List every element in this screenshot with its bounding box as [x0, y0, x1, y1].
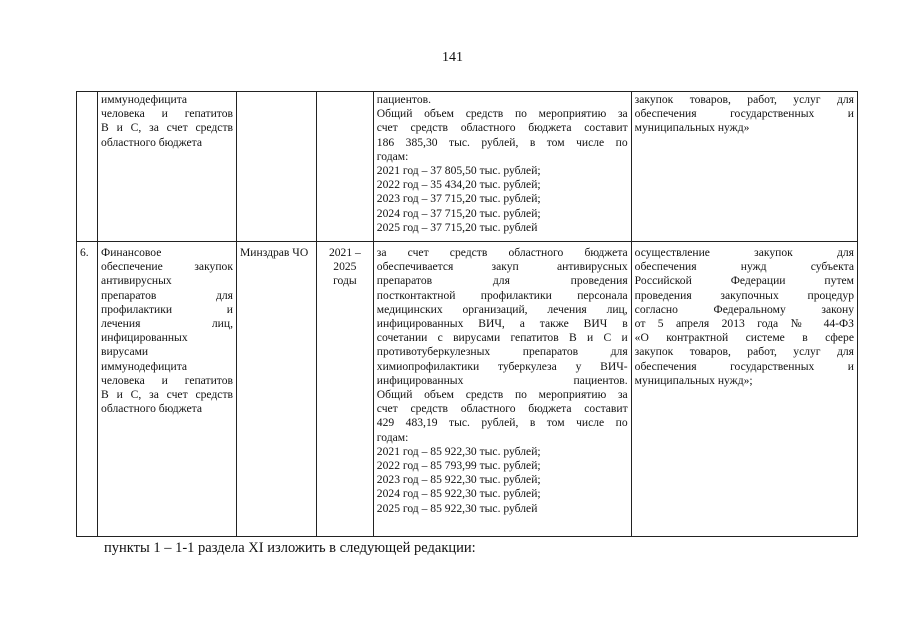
term — [316, 242, 373, 537]
measure-name — [98, 242, 237, 537]
basis-line: проведения закупочных процедур — [634, 288, 854, 302]
year-funding-line: 2021 год – 37 805,50 тыс. рублей; — [376, 164, 541, 178]
name-line: инфицированных — [101, 331, 188, 345]
desc-line: инфицированных пациентов. — [376, 373, 628, 387]
name-line: лечения лиц, — [101, 317, 233, 331]
basis-line: закупок товаров, работ, услуг для — [634, 93, 854, 106]
footer-text: пункты 1 – 1-1 раздела XI изложить в следующей редакции: — [104, 540, 476, 556]
desc-line: годам: — [376, 149, 409, 163]
name-line: препаратов для — [101, 288, 233, 302]
basis-line: обеспечения нужд субъекта — [634, 260, 854, 274]
name-line: областного бюджета — [101, 135, 202, 149]
name-line: обеспечение закупок — [101, 260, 233, 274]
basis-line: согласно Федеральному закону — [634, 302, 854, 316]
desc-line: обеспечивается закуп антивирусных — [376, 260, 628, 274]
term-line: 2025 — [333, 260, 357, 274]
year-funding-line: 2022 год – 35 434,20 тыс. рублей; — [376, 178, 541, 192]
desc-line: счет средств областного бюджета составит — [376, 402, 628, 416]
desc-line: противотуберкулезных препаратов для — [376, 345, 628, 359]
table-body — [77, 92, 858, 537]
term-line: годы — [333, 274, 357, 288]
executor: Минздрав ЧО — [236, 242, 316, 537]
year-funding-line: 2022 год – 85 793,99 тыс. рублей; — [376, 459, 541, 473]
desc-line: инфицированных ВИЧ, а также ВИЧ в — [376, 317, 628, 331]
year-funding-line: 2023 год – 85 922,30 тыс. рублей; — [376, 473, 541, 487]
legal-basis — [631, 242, 857, 537]
table-row — [77, 242, 858, 537]
basis-line: осуществление закупок для — [634, 246, 854, 259]
description — [373, 92, 631, 242]
document-table — [76, 91, 858, 537]
name-line: человека и гепатитов — [101, 373, 233, 387]
name-line: иммунодефицита — [101, 359, 188, 373]
basis-line: муниципальных нужд» — [634, 121, 750, 135]
desc-line: постконтактной профилактики персонала — [376, 288, 628, 302]
name-line: иммунодефицита — [101, 93, 188, 106]
year-funding-line: 2024 год – 37 715,20 тыс. рублей; — [376, 206, 541, 220]
year-funding-line: 2025 год – 37 715,20 тыс. рублей — [376, 220, 538, 234]
name-line: В и С, за счет средств — [101, 388, 233, 402]
name-line: антивирусных — [101, 274, 172, 288]
desc-line: 186 385,30 тыс. рублей, в том числе по — [376, 135, 628, 149]
page-number: 141 — [442, 50, 463, 65]
name-line: Финансовое — [101, 246, 162, 259]
name-line: областного бюджета — [101, 402, 202, 416]
legal-basis — [631, 92, 857, 242]
description — [373, 242, 631, 537]
basis-line: закупок товаров, работ, услуг для — [634, 345, 854, 359]
year-funding-line: 2023 год – 37 715,20 тыс. рублей; — [376, 192, 541, 206]
desc-line: 429 483,19 тыс. рублей, в том числе по — [376, 416, 628, 430]
term — [316, 92, 373, 242]
basis-line: муниципальных нужд»; — [634, 373, 753, 387]
desc-line: за счет средств областного бюджета — [376, 246, 628, 259]
desc-line: химиопрофилактики туберкулеза у ВИЧ- — [376, 359, 628, 373]
table-row — [77, 92, 858, 242]
name-line: человека и гепатитов — [101, 107, 233, 121]
basis-line: «О контрактной системе в сфере — [634, 331, 854, 345]
name-line: В и С, за счет средств — [101, 121, 233, 135]
basis-line: обеспечения государственных и — [634, 107, 854, 121]
year-funding-line: 2025 год – 85 922,30 тыс. рублей — [376, 501, 538, 515]
name-line: профилактики и — [101, 302, 233, 316]
desc-line: пациентов. — [376, 93, 431, 106]
desc-line: Общий объем средств по мероприятию за — [376, 388, 628, 402]
desc-line: счет средств областного бюджета составит — [376, 121, 628, 135]
basis-line: от 5 апреля 2013 года № 44-ФЗ — [634, 317, 854, 331]
executor — [236, 92, 316, 242]
basis-line: обеспечения государственных и — [634, 359, 854, 373]
desc-line: медицинских организаций, лечения лиц, — [376, 302, 628, 316]
desc-line: сочетании с вирусами гепатитов В и С и — [376, 331, 628, 345]
desc-line: препаратов для проведения — [376, 274, 628, 288]
item-number — [77, 92, 98, 242]
name-line: вирусами — [101, 345, 149, 359]
desc-line: Общий объем средств по мероприятию за — [376, 107, 628, 121]
year-funding-line: 2021 год – 85 922,30 тыс. рублей; — [376, 444, 541, 458]
measure-name — [98, 92, 237, 242]
term-line: 2021 – — [328, 246, 361, 259]
desc-line: годам: — [376, 430, 409, 444]
item-number: 6. — [77, 242, 98, 537]
year-funding-line: 2024 год – 85 922,30 тыс. рублей; — [376, 487, 541, 501]
basis-line: Российской Федерации путем — [634, 274, 854, 288]
